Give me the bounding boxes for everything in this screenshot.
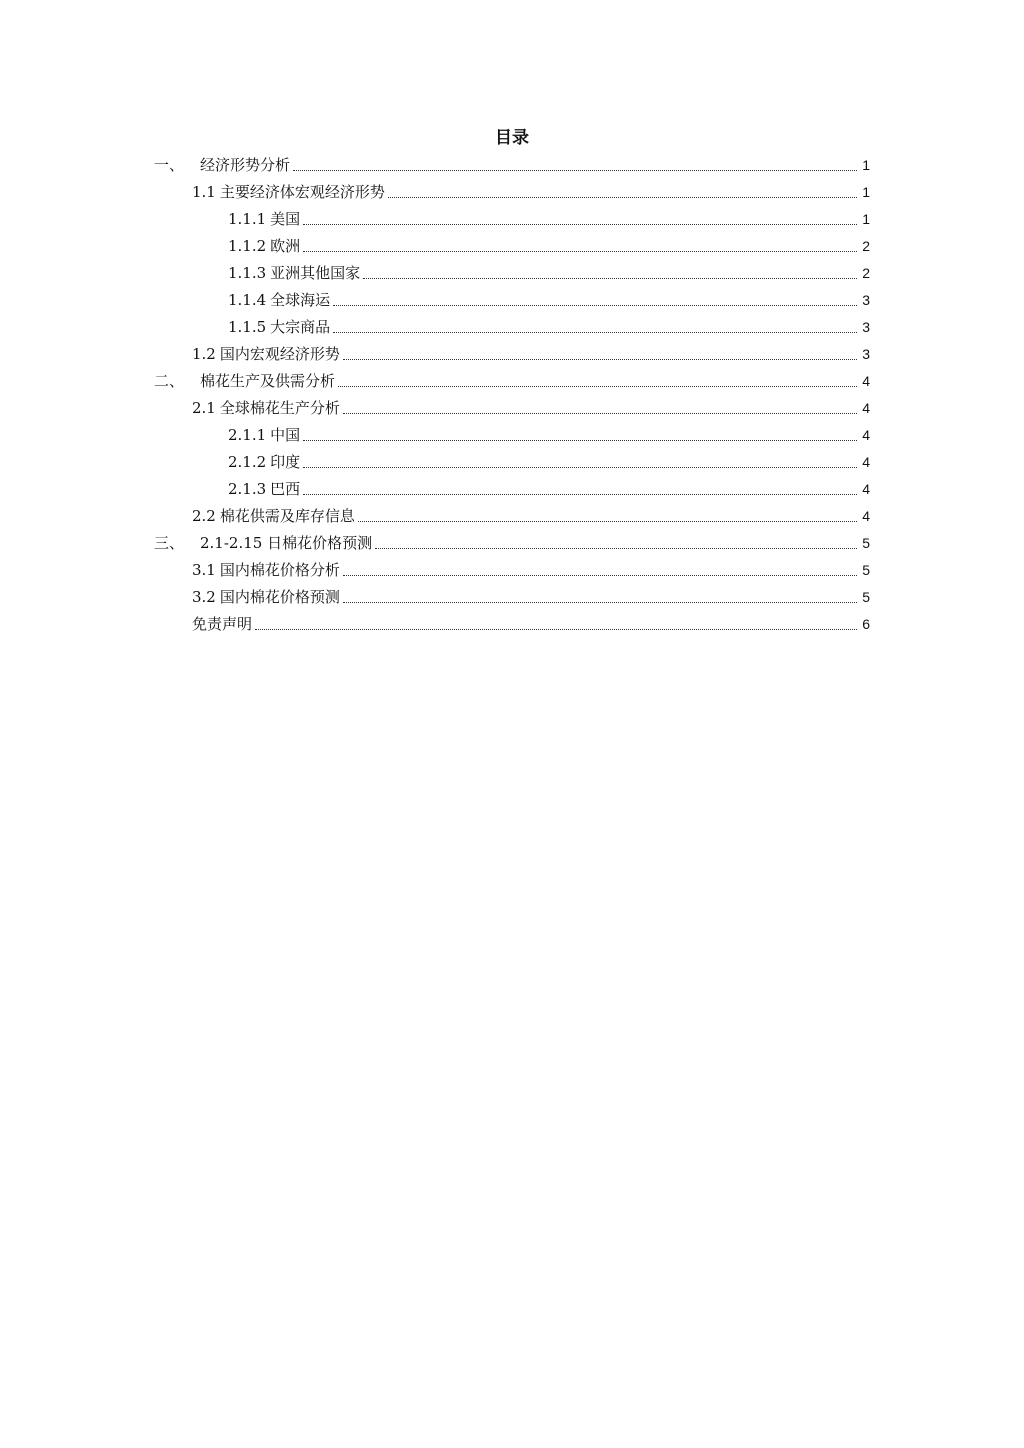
- toc-leader-dots: [333, 304, 857, 306]
- toc-entry-page: 1: [862, 211, 870, 227]
- toc-entry-number: 3.2: [192, 588, 216, 606]
- toc-leader-dots: [303, 439, 857, 441]
- toc-entry[interactable]: [154, 449, 870, 476]
- toc-leader-dots: [303, 466, 857, 468]
- toc-entry-title: 全球棉花生产分析: [219, 399, 340, 417]
- toc-entry-page: 1: [862, 184, 870, 200]
- toc-leader-dots: [343, 412, 857, 414]
- toc-entry-number: 一、: [154, 156, 185, 174]
- toc-entry[interactable]: [154, 314, 870, 341]
- toc-entry-page: 3: [862, 292, 870, 308]
- toc-entry-page: 5: [862, 562, 870, 578]
- toc-entry-page: 4: [862, 427, 870, 443]
- toc-entry-title: 2.1-2.15 日棉花价格预测: [200, 534, 373, 552]
- toc-leader-dots: [293, 169, 857, 171]
- toc-entry-page: 2: [862, 238, 870, 254]
- toc-entry[interactable]: [154, 341, 870, 368]
- toc-entry-page: 4: [862, 481, 870, 497]
- toc-entry-number: 2.2: [192, 507, 216, 525]
- toc-entry-number: 三、: [154, 534, 185, 552]
- toc-entry-page: 4: [862, 373, 870, 389]
- toc-entry-page: 1: [862, 157, 870, 173]
- toc-entry-number: 1.1.4: [228, 291, 267, 309]
- toc-entry-number: 1.1.3: [228, 264, 267, 282]
- toc-entry[interactable]: [154, 206, 870, 233]
- toc-entry-page: 3: [862, 319, 870, 335]
- toc-entry-page: 4: [862, 454, 870, 470]
- toc-entry[interactable]: [154, 395, 870, 422]
- toc-leader-dots: [343, 358, 857, 360]
- toc-entry-title: 欧洲: [270, 237, 301, 255]
- toc-entry-title: 亚洲其他国家: [270, 264, 361, 282]
- toc-leader-dots: [303, 493, 857, 495]
- toc-entry-page: 3: [862, 346, 870, 362]
- toc-entry[interactable]: [154, 422, 870, 449]
- toc-entry[interactable]: [154, 368, 870, 395]
- toc-entry[interactable]: [154, 287, 870, 314]
- toc-entry-number: 2.1.3: [228, 480, 267, 498]
- toc-entry[interactable]: [154, 611, 870, 638]
- toc-entry-title: 经济形势分析: [200, 156, 291, 174]
- toc-entry[interactable]: [154, 260, 870, 287]
- toc-leader-dots: [375, 547, 857, 549]
- toc-entry[interactable]: [154, 584, 870, 611]
- toc-leader-dots: [343, 601, 857, 603]
- toc-entry-title: 国内棉花价格预测: [219, 588, 340, 606]
- toc-entry[interactable]: [154, 557, 870, 584]
- toc-entry-title: 全球海运: [270, 291, 331, 309]
- toc-entry-number: 1.2: [192, 345, 216, 363]
- toc-entry[interactable]: [154, 503, 870, 530]
- toc-entry-title: 主要经济体宏观经济形势: [219, 183, 385, 201]
- toc-entry-title: 美国: [270, 210, 301, 228]
- toc-entry-number: 1.1.5: [228, 318, 267, 336]
- toc-entry-number: 1.1: [192, 183, 216, 201]
- toc-leader-dots: [363, 277, 857, 279]
- toc-entry-page: 4: [862, 508, 870, 524]
- toc-leader-dots: [388, 196, 857, 198]
- toc-entry-title: 巴西: [270, 480, 301, 498]
- toc-entry-number: 2.1.2: [228, 453, 267, 471]
- toc-entry-number: 1.1.1: [228, 210, 267, 228]
- toc-entry-number: 1.1.2: [228, 237, 267, 255]
- toc-leader-dots: [303, 250, 857, 252]
- toc-entry[interactable]: [154, 152, 870, 179]
- toc-entry[interactable]: [154, 530, 870, 557]
- toc-entry-title: 棉花供需及库存信息: [219, 507, 355, 525]
- toc-leader-dots: [338, 385, 857, 387]
- toc-title: 目录: [495, 128, 529, 148]
- toc-leader-dots: [343, 574, 857, 576]
- toc-entry-page: 5: [862, 535, 870, 551]
- toc-entry-number: 2.1: [192, 399, 216, 417]
- toc-entry-title: 免责声明: [192, 615, 253, 633]
- toc-leader-dots: [303, 223, 857, 225]
- toc-leader-dots: [358, 520, 857, 522]
- toc-entry-number: 二、: [154, 372, 185, 390]
- toc-entry-page: 4: [862, 400, 870, 416]
- toc-entry-number: 2.1.1: [228, 426, 267, 444]
- toc-leader-dots: [333, 331, 857, 333]
- toc-leader-dots: [255, 628, 857, 630]
- toc-entry[interactable]: [154, 179, 870, 206]
- toc-entry[interactable]: [154, 476, 870, 503]
- toc-entry-title: 国内棉花价格分析: [219, 561, 340, 579]
- table-of-contents: [154, 125, 870, 638]
- toc-entry-page: 6: [862, 616, 870, 632]
- toc-entry-title: 印度: [270, 453, 301, 471]
- toc-entry-number: 3.1: [192, 561, 216, 579]
- toc-entry-title: 棉花生产及供需分析: [200, 372, 336, 390]
- toc-entry-title: 中国: [270, 426, 301, 444]
- toc-entry-title: 大宗商品: [270, 318, 331, 336]
- toc-entry-title: 国内宏观经济形势: [219, 345, 340, 363]
- toc-entry-page: 5: [862, 589, 870, 605]
- toc-entry-page: 2: [862, 265, 870, 281]
- toc-entry[interactable]: [154, 233, 870, 260]
